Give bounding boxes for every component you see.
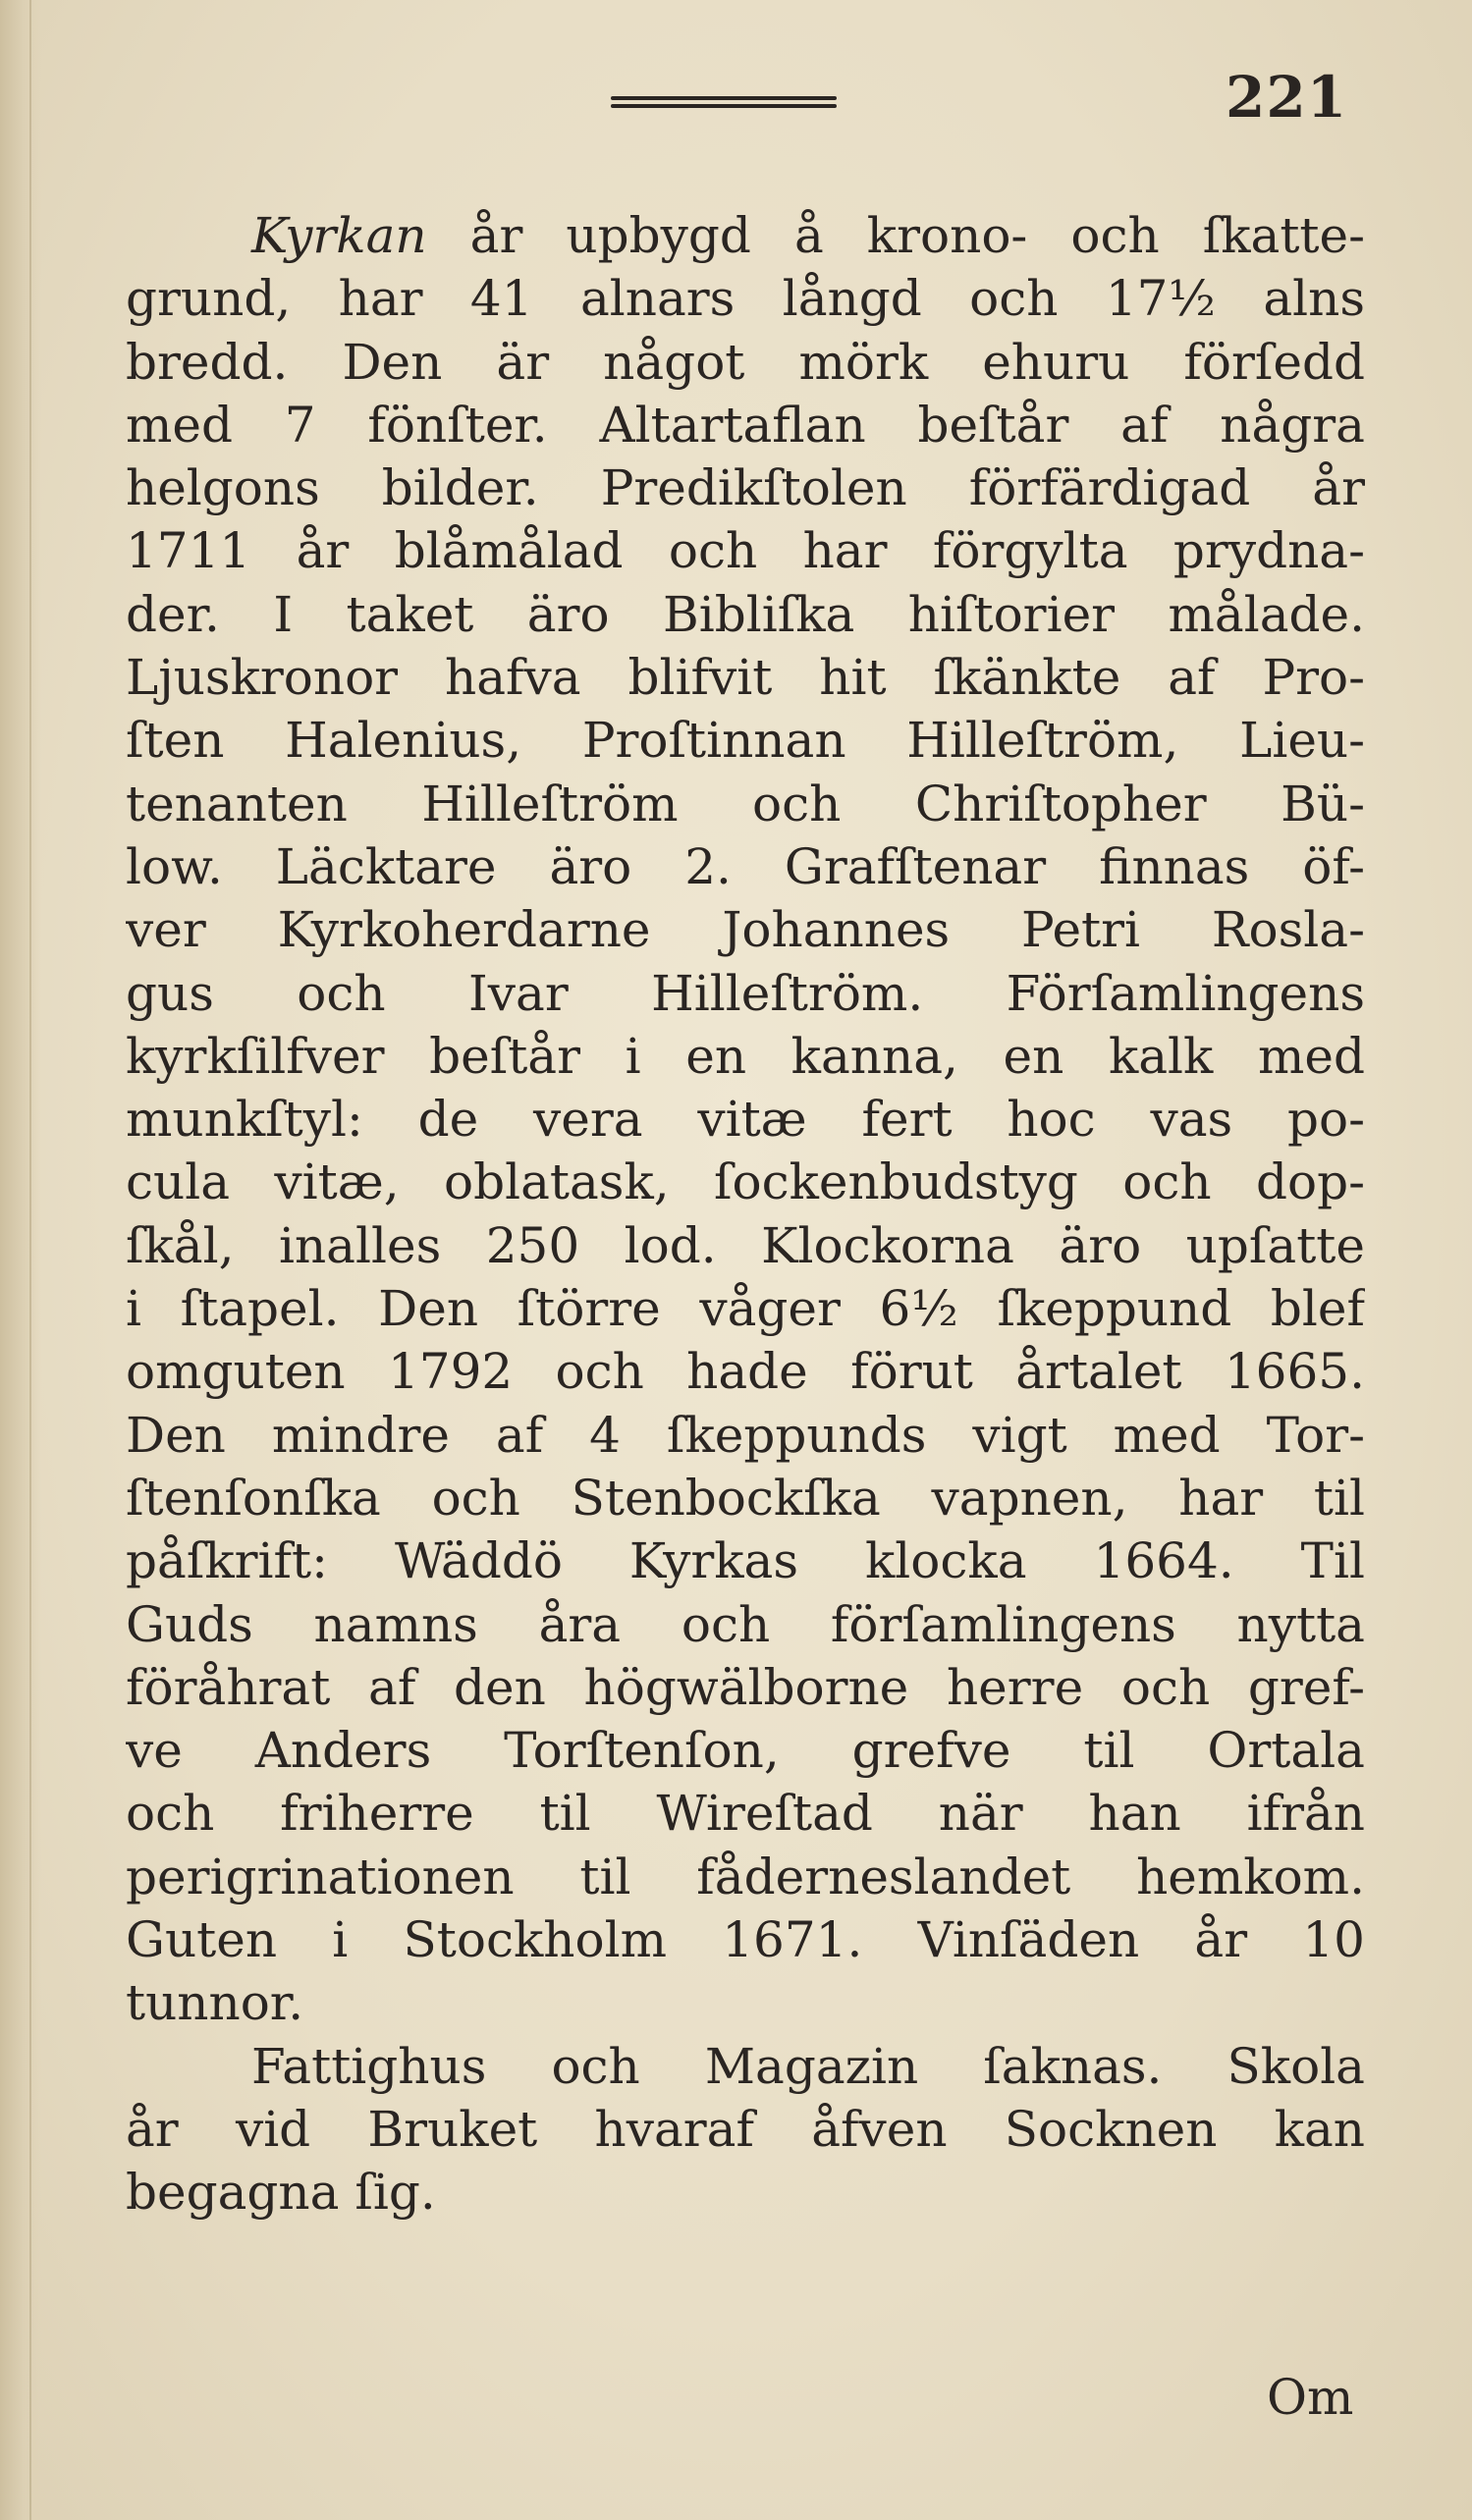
text-line: ſtenſonſka och Stenbockſka vapnen, har til (126, 1469, 1365, 1527)
page-gutter (0, 0, 41, 2520)
text-line: Den mindre af 4 ſkeppunds vigt med Tor- (126, 1406, 1365, 1464)
text-line: i ſtapel. Den ſtörre våger 6½ ſkeppund blef (126, 1280, 1365, 1338)
body-text (126, 204, 1365, 2225)
text-line: år vid Bruket hvaraf åfven Socknen kan (126, 2100, 1365, 2158)
text-line: med 7 fönſter. Altartaflan beſtår af några (126, 396, 1365, 454)
text-line: Guds namns åra och förſamlingens nytta (126, 1595, 1365, 1653)
text-line: perigrinationen til fåderneslandet hemkom. (126, 1848, 1365, 1905)
text-line: gus och Ivar Hilleſtröm. Förſamlingens (126, 964, 1365, 1022)
text-line: ver Kyrkoherdarne Johannes Petri Rosla- (126, 901, 1365, 959)
text-line: helgons bilder. Predikſtolen förfärdigad år (126, 459, 1365, 517)
text-line: grund, har 41 alnars långd och 17½ alns (126, 270, 1365, 328)
text-line (126, 204, 1365, 267)
text-line: kyrkſilfver beſtår i en kanna, en kalk med (126, 1027, 1365, 1085)
text-line: bredd. Den är något mörk ehuru förſedd (126, 333, 1365, 391)
text-line: tenanten Hilleſtröm och Chriſtopher Bü- (126, 775, 1365, 832)
page-number: 221 (1226, 64, 1348, 131)
header-ornament (611, 96, 837, 118)
text-line: ſten Halenius, Proſtinnan Hilleſtröm, Lieu- (126, 712, 1365, 770)
text-line: tunnor. (126, 1974, 304, 2032)
text-line: munkſtyl: de vera vitæ fert hoc vas po- (126, 1091, 1365, 1149)
text-line: Ljuskronor hafva blifvit hit ſkänkte af Pro- (126, 649, 1365, 707)
text-line: ſkål, inalles 250 lod. Klockorna äro upſatte (126, 1216, 1365, 1274)
text-line: och friherre til Wireſtad när han ifrån (126, 1785, 1365, 1843)
text-line: begagna ſig. (126, 2164, 436, 2222)
text-line: der. I taket äro Bibliſka hiſtorier målade. (126, 585, 1365, 643)
lead-word: Kyrkan (251, 207, 427, 264)
text-line: cula vitæ, oblatask, ſockenbudstyg och dop- (126, 1153, 1365, 1211)
text-line: low. Läcktare äro 2. Grafſtenar finnas öf- (126, 837, 1365, 895)
text-line: omguten 1792 och hade förut årtalet 1665. (126, 1343, 1365, 1401)
text-line: Guten i Stockholm 1671. Vinſäden år 10 (126, 1911, 1365, 1969)
text-line: Fattighus och Magazin ſaknas. Skola (251, 2037, 1365, 2095)
text-line: föråhrat af den högwälborne herre och gref- (126, 1658, 1365, 1716)
catchword: Om (1267, 2369, 1354, 2426)
line-text: år upbygd å krono- och ſkatte- (426, 207, 1365, 264)
text-line: ve Anders Torſtenſon, grefve til Ortala (126, 1722, 1365, 1780)
text-line: påſkrift: Wäddö Kyrkas klocka 1664. Til (126, 1532, 1365, 1590)
text-line: 1711 år blåmålad och har förgylta prydna- (126, 522, 1365, 580)
